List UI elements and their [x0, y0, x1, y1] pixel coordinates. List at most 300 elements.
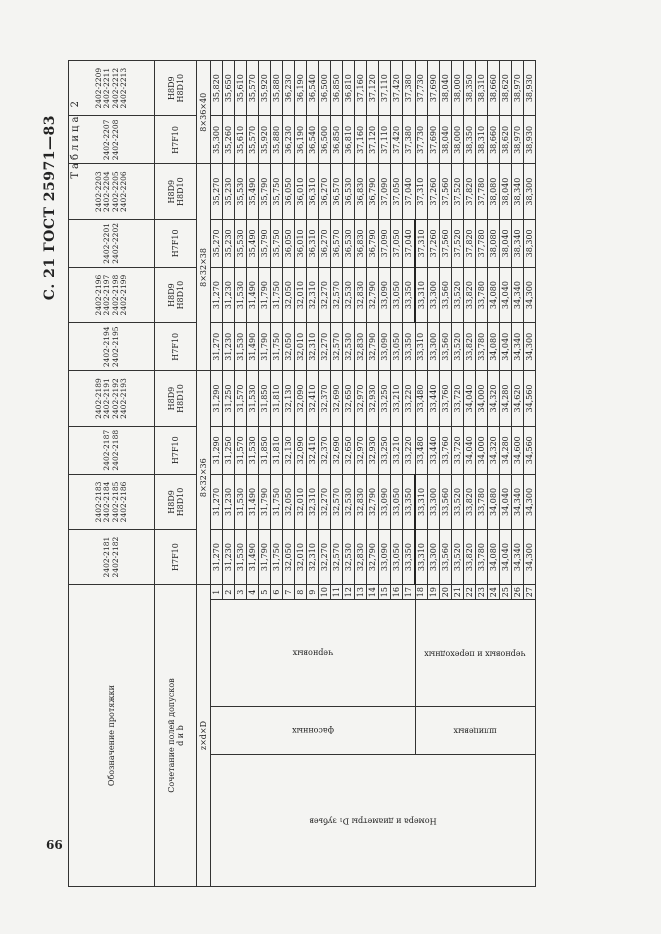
diameter-cell: 32,830 — [355, 267, 367, 322]
column-name-9: 2402-2207 2402-2208 — [69, 116, 155, 164]
tooth-number: 14 — [367, 585, 379, 600]
diameter-cell: 35,270 — [211, 219, 223, 267]
diameter-cell: 36,830 — [355, 219, 367, 267]
column-tolerance-8: H8D9 H8D10 — [155, 164, 197, 219]
diameter-cell: 37,110 — [379, 116, 391, 164]
diameter-cell: 31,850 — [259, 371, 271, 426]
diameter-cell: 36,570 — [331, 219, 343, 267]
diameter-cell: 35,530 — [235, 219, 247, 267]
diameter-cell: 33,350 — [403, 474, 416, 529]
column-tolerance-4: H8D9 H8D10 — [155, 371, 197, 426]
diameter-cell: 33,720 — [452, 371, 464, 426]
diameter-cell: 36,540 — [307, 116, 319, 164]
tooth-number: 11 — [331, 585, 343, 600]
diameter-cell: 31,270 — [211, 474, 223, 529]
diameter-cell: 31,790 — [259, 530, 271, 585]
diameter-cell: 35,880 — [271, 116, 283, 164]
diameter-cell: 34,340 — [512, 530, 524, 585]
diameter-cell: 31,490 — [247, 267, 259, 322]
diameter-cell: 37,780 — [476, 219, 488, 267]
row-subgroup-a: черновых — [211, 600, 416, 706]
rotated-page-content — [40, 60, 629, 887]
diameter-cell: 32,570 — [331, 267, 343, 322]
diameter-cell: 33,480 — [415, 371, 428, 426]
diameter-cell: 37,090 — [379, 219, 391, 267]
diameter-cell: 32,570 — [331, 530, 343, 585]
diameter-cell: 38,300 — [524, 219, 536, 267]
diameter-cell: 32,010 — [295, 267, 307, 322]
diameter-cell: 35,530 — [235, 164, 247, 219]
diameter-cell: 35,270 — [211, 164, 223, 219]
diameter-cell: 31,790 — [259, 474, 271, 529]
diameter-cell: 32,270 — [319, 474, 331, 529]
diameter-cell: 38,040 — [440, 116, 452, 164]
diameter-cell: 32,790 — [367, 323, 379, 371]
diameter-cell: 36,310 — [307, 164, 319, 219]
diameter-cell: 36,850 — [331, 61, 343, 116]
tooth-number: 7 — [283, 585, 295, 600]
diameter-cell: 31,750 — [271, 323, 283, 371]
column-name-4: 2402-2189 2402-2191 2402-2192 2402-2193 — [69, 371, 155, 426]
diameter-cell: 36,190 — [295, 61, 307, 116]
diameter-cell: 35,790 — [259, 164, 271, 219]
column-tolerance-7: H7F10 — [155, 219, 197, 267]
column-tolerance-6: H8D9 H8D10 — [155, 267, 197, 322]
column-tolerance-10: H8D9 H8D10 — [155, 61, 197, 116]
diameter-cell: 37,820 — [464, 219, 476, 267]
column-name-1: 2402-2181 2402-2182 — [69, 530, 155, 585]
diameter-cell: 31,270 — [211, 267, 223, 322]
diameter-cell: 32,690 — [331, 371, 343, 426]
diameter-cell: 31,230 — [223, 530, 235, 585]
diameter-cell: 38,350 — [464, 116, 476, 164]
diameter-cell: 31,230 — [223, 267, 235, 322]
column-name-2: 2402-2183 2402-2184 2402-2185 2402-2186 — [69, 474, 155, 529]
diameter-cell: 31,530 — [247, 426, 259, 474]
diameter-cell: 37,090 — [379, 164, 391, 219]
diameter-cell: 36,310 — [307, 219, 319, 267]
diameter-cell: 32,090 — [295, 426, 307, 474]
diameter-cell: 38,350 — [464, 61, 476, 116]
diameter-cell: 33,300 — [428, 530, 440, 585]
diameter-cell: 37,050 — [391, 219, 403, 267]
diameter-cell: 33,350 — [403, 530, 416, 585]
diameter-cell: 32,790 — [367, 530, 379, 585]
diameter-cell: 36,190 — [295, 116, 307, 164]
table-body — [211, 61, 536, 887]
diameter-cell: 38,080 — [488, 164, 500, 219]
tooth-number: 5 — [259, 585, 271, 600]
diameter-cell: 36,850 — [331, 116, 343, 164]
diameter-cell: 38,000 — [452, 116, 464, 164]
diameter-cell: 36,540 — [307, 61, 319, 116]
diameter-cell: 33,300 — [428, 474, 440, 529]
diameter-cell: 32,270 — [319, 267, 331, 322]
diameter-cell: 31,570 — [235, 371, 247, 426]
diameter-cell: 38,930 — [524, 61, 536, 116]
diameter-cell: 37,420 — [391, 61, 403, 116]
diameter-cell: 33,560 — [440, 267, 452, 322]
diameter-cell: 32,010 — [295, 530, 307, 585]
diameter-cell: 38,970 — [512, 116, 524, 164]
diameter-cell: 32,650 — [343, 426, 355, 474]
tooth-number: 20 — [440, 585, 452, 600]
diameter-cell: 32,930 — [367, 371, 379, 426]
diameter-cell: 33,210 — [391, 371, 403, 426]
diameter-cell: 37,260 — [428, 164, 440, 219]
diameter-cell: 37,310 — [415, 219, 428, 267]
diameter-cell: 38,310 — [476, 116, 488, 164]
diameter-cell: 31,750 — [271, 530, 283, 585]
diameter-cell: 34,560 — [524, 426, 536, 474]
diameter-cell: 33,090 — [379, 267, 391, 322]
diameter-cell: 35,570 — [247, 61, 259, 116]
diameter-cell: 34,340 — [512, 323, 524, 371]
diameter-cell: 33,820 — [464, 474, 476, 529]
diameter-cell: 32,050 — [283, 267, 295, 322]
diameter-cell: 37,420 — [391, 116, 403, 164]
row-group-a: фасонных — [211, 706, 416, 754]
column-name-10: 2402-2209 2402-2211 2402-2212 2402-2213 — [69, 61, 155, 116]
column-name-7: 2402-2201 2402-2202 — [69, 219, 155, 267]
diameter-cell: 33,050 — [391, 267, 403, 322]
diameter-cell: 37,780 — [476, 164, 488, 219]
diameter-cell: 35,610 — [235, 61, 247, 116]
diameter-cell: 36,270 — [319, 164, 331, 219]
diameter-cell: 32,930 — [367, 426, 379, 474]
diameter-cell: 34,340 — [512, 474, 524, 529]
diameter-cell: 33,780 — [476, 530, 488, 585]
diameter-cell: 34,320 — [488, 371, 500, 426]
diameter-cell: 33,300 — [428, 267, 440, 322]
diameter-cell: 34,000 — [476, 371, 488, 426]
diameter-cell: 37,380 — [403, 61, 416, 116]
diameter-cell: 36,500 — [319, 61, 331, 116]
diameter-cell: 32,410 — [307, 371, 319, 426]
size-group-3: 8×36×40 — [197, 61, 211, 165]
diameter-cell: 36,830 — [355, 164, 367, 219]
diameter-cell: 31,530 — [235, 267, 247, 322]
diameter-cell: 31,250 — [223, 371, 235, 426]
tooth-number: 23 — [476, 585, 488, 600]
diameter-cell: 32,970 — [355, 426, 367, 474]
diameter-cell: 34,000 — [476, 426, 488, 474]
diameter-cell: 33,090 — [379, 474, 391, 529]
diameter-cell: 36,500 — [319, 116, 331, 164]
diameter-cell: 31,270 — [211, 323, 223, 371]
diameter-cell: 34,620 — [512, 371, 524, 426]
diameter-cell: 33,310 — [415, 323, 428, 371]
diameter-cell: 32,130 — [283, 371, 295, 426]
table-row — [211, 61, 223, 887]
diameter-cell: 34,300 — [524, 323, 536, 371]
diameter-cell: 31,810 — [271, 426, 283, 474]
diameter-cell: 34,080 — [488, 530, 500, 585]
diameter-cell: 32,310 — [307, 474, 319, 529]
diameter-cell: 35,300 — [211, 116, 223, 164]
tooth-number: 9 — [307, 585, 319, 600]
diameter-cell: 36,530 — [343, 164, 355, 219]
diameter-cell: 37,690 — [428, 61, 440, 116]
diameter-cell: 33,760 — [440, 371, 452, 426]
column-name-8: 2402-2203 2402-2204 2402-2205 2402-2206 — [69, 164, 155, 219]
diameter-cell: 36,270 — [319, 219, 331, 267]
diameter-cell: 33,250 — [379, 426, 391, 474]
diameter-cell: 32,530 — [343, 530, 355, 585]
tooth-number: 10 — [319, 585, 331, 600]
diameter-cell: 37,040 — [403, 164, 416, 219]
diameter-cell: 34,320 — [488, 426, 500, 474]
diameter-cell: 38,310 — [476, 61, 488, 116]
diameter-cell: 37,260 — [428, 219, 440, 267]
tooth-number: 3 — [235, 585, 247, 600]
diameter-cell: 38,040 — [440, 61, 452, 116]
diameter-cell: 32,830 — [355, 323, 367, 371]
diameter-cell: 31,790 — [259, 267, 271, 322]
teeth-diameter-table — [68, 60, 536, 887]
tooth-number: 24 — [488, 585, 500, 600]
diameter-cell: 33,350 — [403, 323, 416, 371]
diameter-cell: 32,310 — [307, 530, 319, 585]
diameter-cell: 37,690 — [428, 116, 440, 164]
diameter-cell: 37,160 — [355, 116, 367, 164]
diameter-cell: 35,570 — [247, 116, 259, 164]
diameter-cell: 32,270 — [319, 323, 331, 371]
diameter-cell: 33,520 — [452, 323, 464, 371]
diameter-cell: 36,810 — [343, 116, 355, 164]
column-name-5: 2402-2194 2402-2195 — [69, 323, 155, 371]
diameter-cell: 33,310 — [415, 530, 428, 585]
diameter-cell: 37,560 — [440, 164, 452, 219]
diameter-cell: 32,310 — [307, 267, 319, 322]
diameter-cell: 33,300 — [428, 323, 440, 371]
tooth-number: 16 — [391, 585, 403, 600]
diameter-cell: 32,010 — [295, 474, 307, 529]
diameter-cell: 32,370 — [319, 371, 331, 426]
size-group-2: 8×32×38 — [197, 164, 211, 371]
diameter-cell: 32,790 — [367, 474, 379, 529]
diameter-cell: 33,310 — [415, 474, 428, 529]
diameter-cell: 38,620 — [500, 61, 512, 116]
diameter-cell: 35,790 — [259, 219, 271, 267]
diameter-cell: 33,090 — [379, 323, 391, 371]
diameter-cell: 37,050 — [391, 164, 403, 219]
diameter-cell: 34,340 — [512, 267, 524, 322]
column-tolerance-5: H7F10 — [155, 323, 197, 371]
diameter-cell: 34,300 — [524, 474, 536, 529]
diameter-cell: 33,560 — [440, 474, 452, 529]
diameter-cell: 38,300 — [524, 164, 536, 219]
diameter-cell: 31,490 — [247, 530, 259, 585]
diameter-cell: 38,660 — [488, 116, 500, 164]
diameter-cell: 31,230 — [223, 323, 235, 371]
diameter-cell: 33,480 — [415, 426, 428, 474]
diameter-cell: 34,080 — [488, 474, 500, 529]
tooth-number: 15 — [379, 585, 391, 600]
diameter-cell: 32,090 — [295, 371, 307, 426]
diameter-cell: 37,120 — [367, 116, 379, 164]
diameter-cell: 34,600 — [512, 426, 524, 474]
diameter-cell: 32,830 — [355, 530, 367, 585]
diameter-cell: 32,530 — [343, 267, 355, 322]
tooth-number: 1 — [211, 585, 223, 600]
diameter-cell: 37,520 — [452, 219, 464, 267]
diameter-cell: 33,220 — [403, 371, 416, 426]
diameter-cell: 35,920 — [259, 116, 271, 164]
diameter-cell: 33,350 — [403, 267, 416, 322]
diameter-cell: 33,780 — [476, 267, 488, 322]
column-tolerance-9: H7F10 — [155, 116, 197, 164]
diameter-cell: 37,560 — [440, 219, 452, 267]
diameter-cell: 33,310 — [415, 267, 428, 322]
diameter-cell: 33,050 — [391, 530, 403, 585]
diameter-cell: 38,080 — [488, 219, 500, 267]
diameter-cell: 31,750 — [271, 474, 283, 529]
diameter-cell: 35,260 — [223, 116, 235, 164]
diameter-cell: 37,110 — [379, 61, 391, 116]
diameter-cell: 32,690 — [331, 426, 343, 474]
diameter-cell: 31,850 — [259, 426, 271, 474]
header-dims-label: z×d×D — [197, 585, 211, 887]
diameter-cell: 38,930 — [524, 116, 536, 164]
table-label: Таблица 2 — [70, 98, 81, 179]
diameter-cell: 35,610 — [235, 116, 247, 164]
diameter-cell: 36,790 — [367, 164, 379, 219]
diameter-cell: 33,780 — [476, 323, 488, 371]
tooth-number: 26 — [512, 585, 524, 600]
diameter-cell: 32,410 — [307, 426, 319, 474]
diameter-cell: 34,040 — [464, 371, 476, 426]
diameter-cell: 36,790 — [367, 219, 379, 267]
column-tolerance-2: H8D9 H8D10 — [155, 474, 197, 529]
tooth-number: 21 — [452, 585, 464, 600]
diameter-cell: 32,050 — [283, 530, 295, 585]
diameter-cell: 33,560 — [440, 530, 452, 585]
diameter-cell: 37,520 — [452, 164, 464, 219]
diameter-cell: 35,880 — [271, 61, 283, 116]
diameter-cell: 32,010 — [295, 323, 307, 371]
diameter-cell: 37,160 — [355, 61, 367, 116]
diameter-cell: 33,520 — [452, 474, 464, 529]
diameter-cell: 37,730 — [415, 116, 428, 164]
running-head: С. 21 ГОСТ 25971—83 — [42, 115, 58, 301]
diameter-cell: 32,050 — [283, 323, 295, 371]
diameter-cell: 33,760 — [440, 426, 452, 474]
diameter-cell: 32,370 — [319, 426, 331, 474]
diameter-cell: 38,660 — [488, 61, 500, 116]
diameter-cell: 32,530 — [343, 323, 355, 371]
diameter-cell: 31,230 — [223, 474, 235, 529]
tooth-number: 22 — [464, 585, 476, 600]
diameter-cell: 33,520 — [452, 267, 464, 322]
diameter-cell: 32,050 — [283, 474, 295, 529]
diameter-cell: 33,560 — [440, 323, 452, 371]
diameter-cell: 35,820 — [211, 61, 223, 116]
diameter-cell: 35,230 — [223, 164, 235, 219]
tooth-number: 6 — [271, 585, 283, 600]
diameter-cell: 34,080 — [488, 267, 500, 322]
diameter-cell: 33,820 — [464, 267, 476, 322]
diameter-cell: 37,380 — [403, 116, 416, 164]
diameter-cell: 34,300 — [524, 530, 536, 585]
diameter-cell: 31,530 — [235, 530, 247, 585]
diameter-cell: 35,490 — [247, 164, 259, 219]
diameter-cell: 33,090 — [379, 530, 391, 585]
diameter-cell: 31,790 — [259, 323, 271, 371]
diameter-cell: 32,530 — [343, 474, 355, 529]
diameter-cell: 31,570 — [235, 426, 247, 474]
diameter-cell: 37,310 — [415, 164, 428, 219]
diameter-cell: 32,790 — [367, 267, 379, 322]
diameter-cell: 35,490 — [247, 219, 259, 267]
tooth-number: 13 — [355, 585, 367, 600]
diameter-cell: 33,820 — [464, 530, 476, 585]
diameter-cell: 35,750 — [271, 219, 283, 267]
diameter-cell: 36,230 — [283, 116, 295, 164]
diameter-cell: 37,120 — [367, 61, 379, 116]
diameter-cell: 34,300 — [524, 267, 536, 322]
diameter-cell: 38,340 — [512, 164, 524, 219]
diameter-cell: 33,820 — [464, 323, 476, 371]
diameter-cell: 34,040 — [500, 267, 512, 322]
diameter-cell: 35,230 — [223, 219, 235, 267]
diameter-cell: 32,570 — [331, 474, 343, 529]
diameter-cell: 38,000 — [452, 61, 464, 116]
tooth-number: 25 — [500, 585, 512, 600]
size-group-1: 8×32×36 — [197, 371, 211, 585]
diameter-cell: 32,650 — [343, 371, 355, 426]
diameter-cell: 32,130 — [283, 426, 295, 474]
header-class-label: Сочетание полей допусков d и b — [155, 585, 197, 887]
tooth-number: 27 — [524, 585, 536, 600]
diameter-cell: 37,040 — [403, 219, 416, 267]
diameter-cell: 31,750 — [271, 267, 283, 322]
column-name-3: 2402-2187 2402-2188 — [69, 426, 155, 474]
diameter-cell: 34,040 — [464, 426, 476, 474]
tooth-number: 8 — [295, 585, 307, 600]
diameter-cell: 33,220 — [403, 426, 416, 474]
diameter-cell: 31,490 — [247, 323, 259, 371]
running-header — [40, 60, 81, 887]
diameter-cell: 34,040 — [500, 474, 512, 529]
diameter-cell: 34,560 — [524, 371, 536, 426]
diameter-cell: 38,040 — [500, 219, 512, 267]
diameter-cell: 38,340 — [512, 219, 524, 267]
column-name-6: 2402-2196 2402-2197 2402-2198 2402-2199 — [69, 267, 155, 322]
diameter-cell: 32,570 — [331, 323, 343, 371]
diameter-cell: 33,720 — [452, 426, 464, 474]
diameter-cell: 33,440 — [428, 426, 440, 474]
diameter-cell: 34,280 — [500, 371, 512, 426]
diameter-cell: 31,810 — [271, 371, 283, 426]
diameter-cell: 36,050 — [283, 219, 295, 267]
tooth-number: 19 — [428, 585, 440, 600]
tooth-number: 2 — [223, 585, 235, 600]
diameter-cell: 35,650 — [223, 61, 235, 116]
diameter-cell: 34,080 — [488, 323, 500, 371]
diameter-cell: 34,040 — [500, 323, 512, 371]
diameter-cell: 36,230 — [283, 61, 295, 116]
diameter-cell: 34,280 — [500, 426, 512, 474]
diameter-cell: 35,920 — [259, 61, 271, 116]
row-group-b: шлицевых — [415, 706, 536, 754]
diameter-cell: 31,530 — [235, 474, 247, 529]
tooth-number: 4 — [247, 585, 259, 600]
diameter-cell: 37,730 — [415, 61, 428, 116]
diameter-cell: 32,970 — [355, 371, 367, 426]
tooth-number: 12 — [343, 585, 355, 600]
diameter-cell: 37,820 — [464, 164, 476, 219]
